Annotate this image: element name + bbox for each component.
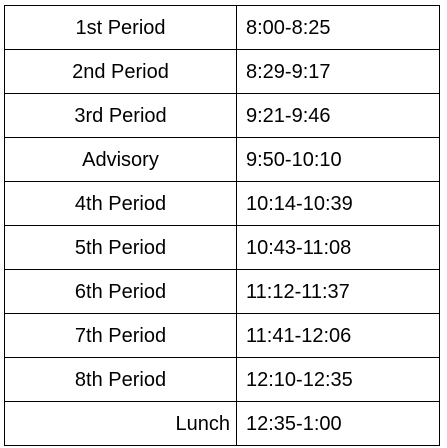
- table-row: [5, 50, 440, 94]
- time-cell: 10:14-10:39: [237, 182, 440, 226]
- period-cell: 4th Period: [5, 182, 237, 226]
- table-row: [5, 94, 440, 138]
- period-cell: Lunch: [5, 402, 237, 446]
- period-cell: 2nd Period: [5, 50, 237, 94]
- time-cell: 11:12-11:37: [237, 270, 440, 314]
- period-cell: 8th Period: [5, 358, 237, 402]
- time-cell: 11:41-12:06: [237, 314, 440, 358]
- period-cell: 7th Period: [5, 314, 237, 358]
- period-cell: 6th Period: [5, 270, 237, 314]
- time-cell: 9:21-9:46: [237, 94, 440, 138]
- period-cell: 3rd Period: [5, 94, 237, 138]
- time-cell: 10:43-11:08: [237, 226, 440, 270]
- time-cell: 8:29-9:17: [237, 50, 440, 94]
- time-cell: 12:10-12:35: [237, 358, 440, 402]
- table-row: [5, 270, 440, 314]
- time-cell: 8:00-8:25: [237, 6, 440, 50]
- period-cell: 1st Period: [5, 6, 237, 50]
- schedule-body: [5, 6, 440, 446]
- period-cell: 5th Period: [5, 226, 237, 270]
- table-row: [5, 138, 440, 182]
- table-row: [5, 6, 440, 50]
- table-row: [5, 402, 440, 446]
- time-cell: 12:35-1:00: [237, 402, 440, 446]
- table-row: [5, 314, 440, 358]
- period-cell: Advisory: [5, 138, 237, 182]
- table-row: [5, 358, 440, 402]
- table-row: [5, 226, 440, 270]
- bell-schedule-table: [4, 5, 440, 446]
- table-row: [5, 182, 440, 226]
- time-cell: 9:50-10:10: [237, 138, 440, 182]
